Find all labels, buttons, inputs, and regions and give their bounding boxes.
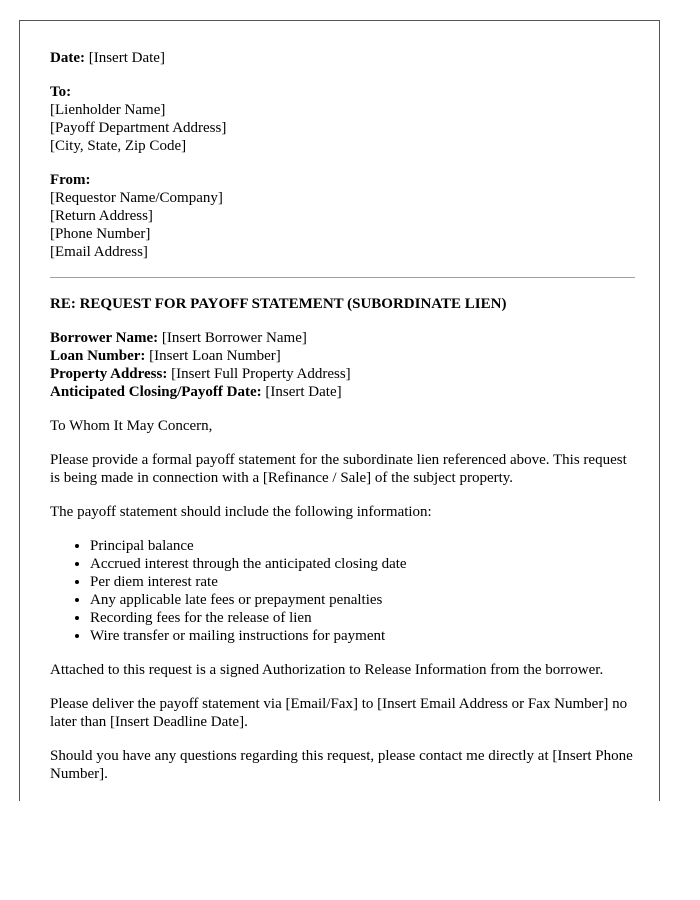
from-line: [Return Address] [50,208,153,224]
from-line: [Phone Number] [50,226,151,242]
paragraph-attachment: Attached to this request is a signed Authorization to Release Information from the borrower. [50,662,604,678]
detail-value: [Insert Full Property Address] [171,366,351,382]
list-item: • Accrued interest through the anticipated closing date [90,555,635,573]
from-line: [Requestor Name/Company] [50,190,223,206]
requirements-list [50,537,635,645]
detail-row [50,329,635,347]
letter-content [50,49,635,799]
to-block [50,83,635,155]
paragraph-contact: Should you have any questions regarding this request, please contact me directly at [Insert Phone Number]. [50,748,633,782]
paragraph-request: Please provide a formal payoff statement for the subordinate lien referenced above. This request is being made in connection with a [Refinance / Sale] of the subject property. [50,452,627,486]
to-line: [Lienholder Name] [50,102,166,118]
salutation: To Whom It May Concern, [50,418,213,434]
detail-value: [Insert Borrower Name] [161,330,307,346]
detail-label: Property Address: [50,366,168,382]
from-line: [Email Address] [50,244,148,260]
paragraph-delivery: Please deliver the payoff statement via [Email/Fax] to [Insert Email Address or Fax Number] no later than [Insert Deadline Date]. [50,696,628,730]
date-block [50,49,635,67]
divider [50,277,635,278]
subject-line: RE: REQUEST FOR PAYOFF STATEMENT (SUBORDINATE LIEN) [50,296,507,312]
from-block [50,171,635,261]
list-item: • Principal balance [90,537,635,555]
list-item: • Wire transfer or mailing instructions for payment [90,627,635,645]
details-block [50,329,635,401]
letter-page [19,20,660,801]
detail-value: [Insert Date] [265,384,342,400]
paragraph-include-intro: The payoff statement should include the following information: [50,504,432,520]
detail-label: Loan Number: [50,348,146,364]
detail-row [50,383,635,401]
date-value: [Insert Date] [88,50,165,66]
detail-row [50,347,635,365]
to-line: [Payoff Department Address] [50,120,227,136]
detail-value: [Insert Loan Number] [149,348,281,364]
to-line: [City, State, Zip Code] [50,138,187,154]
detail-label: Anticipated Closing/Payoff Date: [50,384,262,400]
from-label: From: [50,172,91,188]
date-label: Date: [50,50,85,66]
detail-label: Borrower Name: [50,330,159,346]
list-item: • Any applicable late fees or prepayment penalties [90,591,635,609]
list-item: • Recording fees for the release of lien [90,609,635,627]
to-label: To: [50,84,72,100]
list-item: • Per diem interest rate [90,573,635,591]
detail-row [50,365,635,383]
